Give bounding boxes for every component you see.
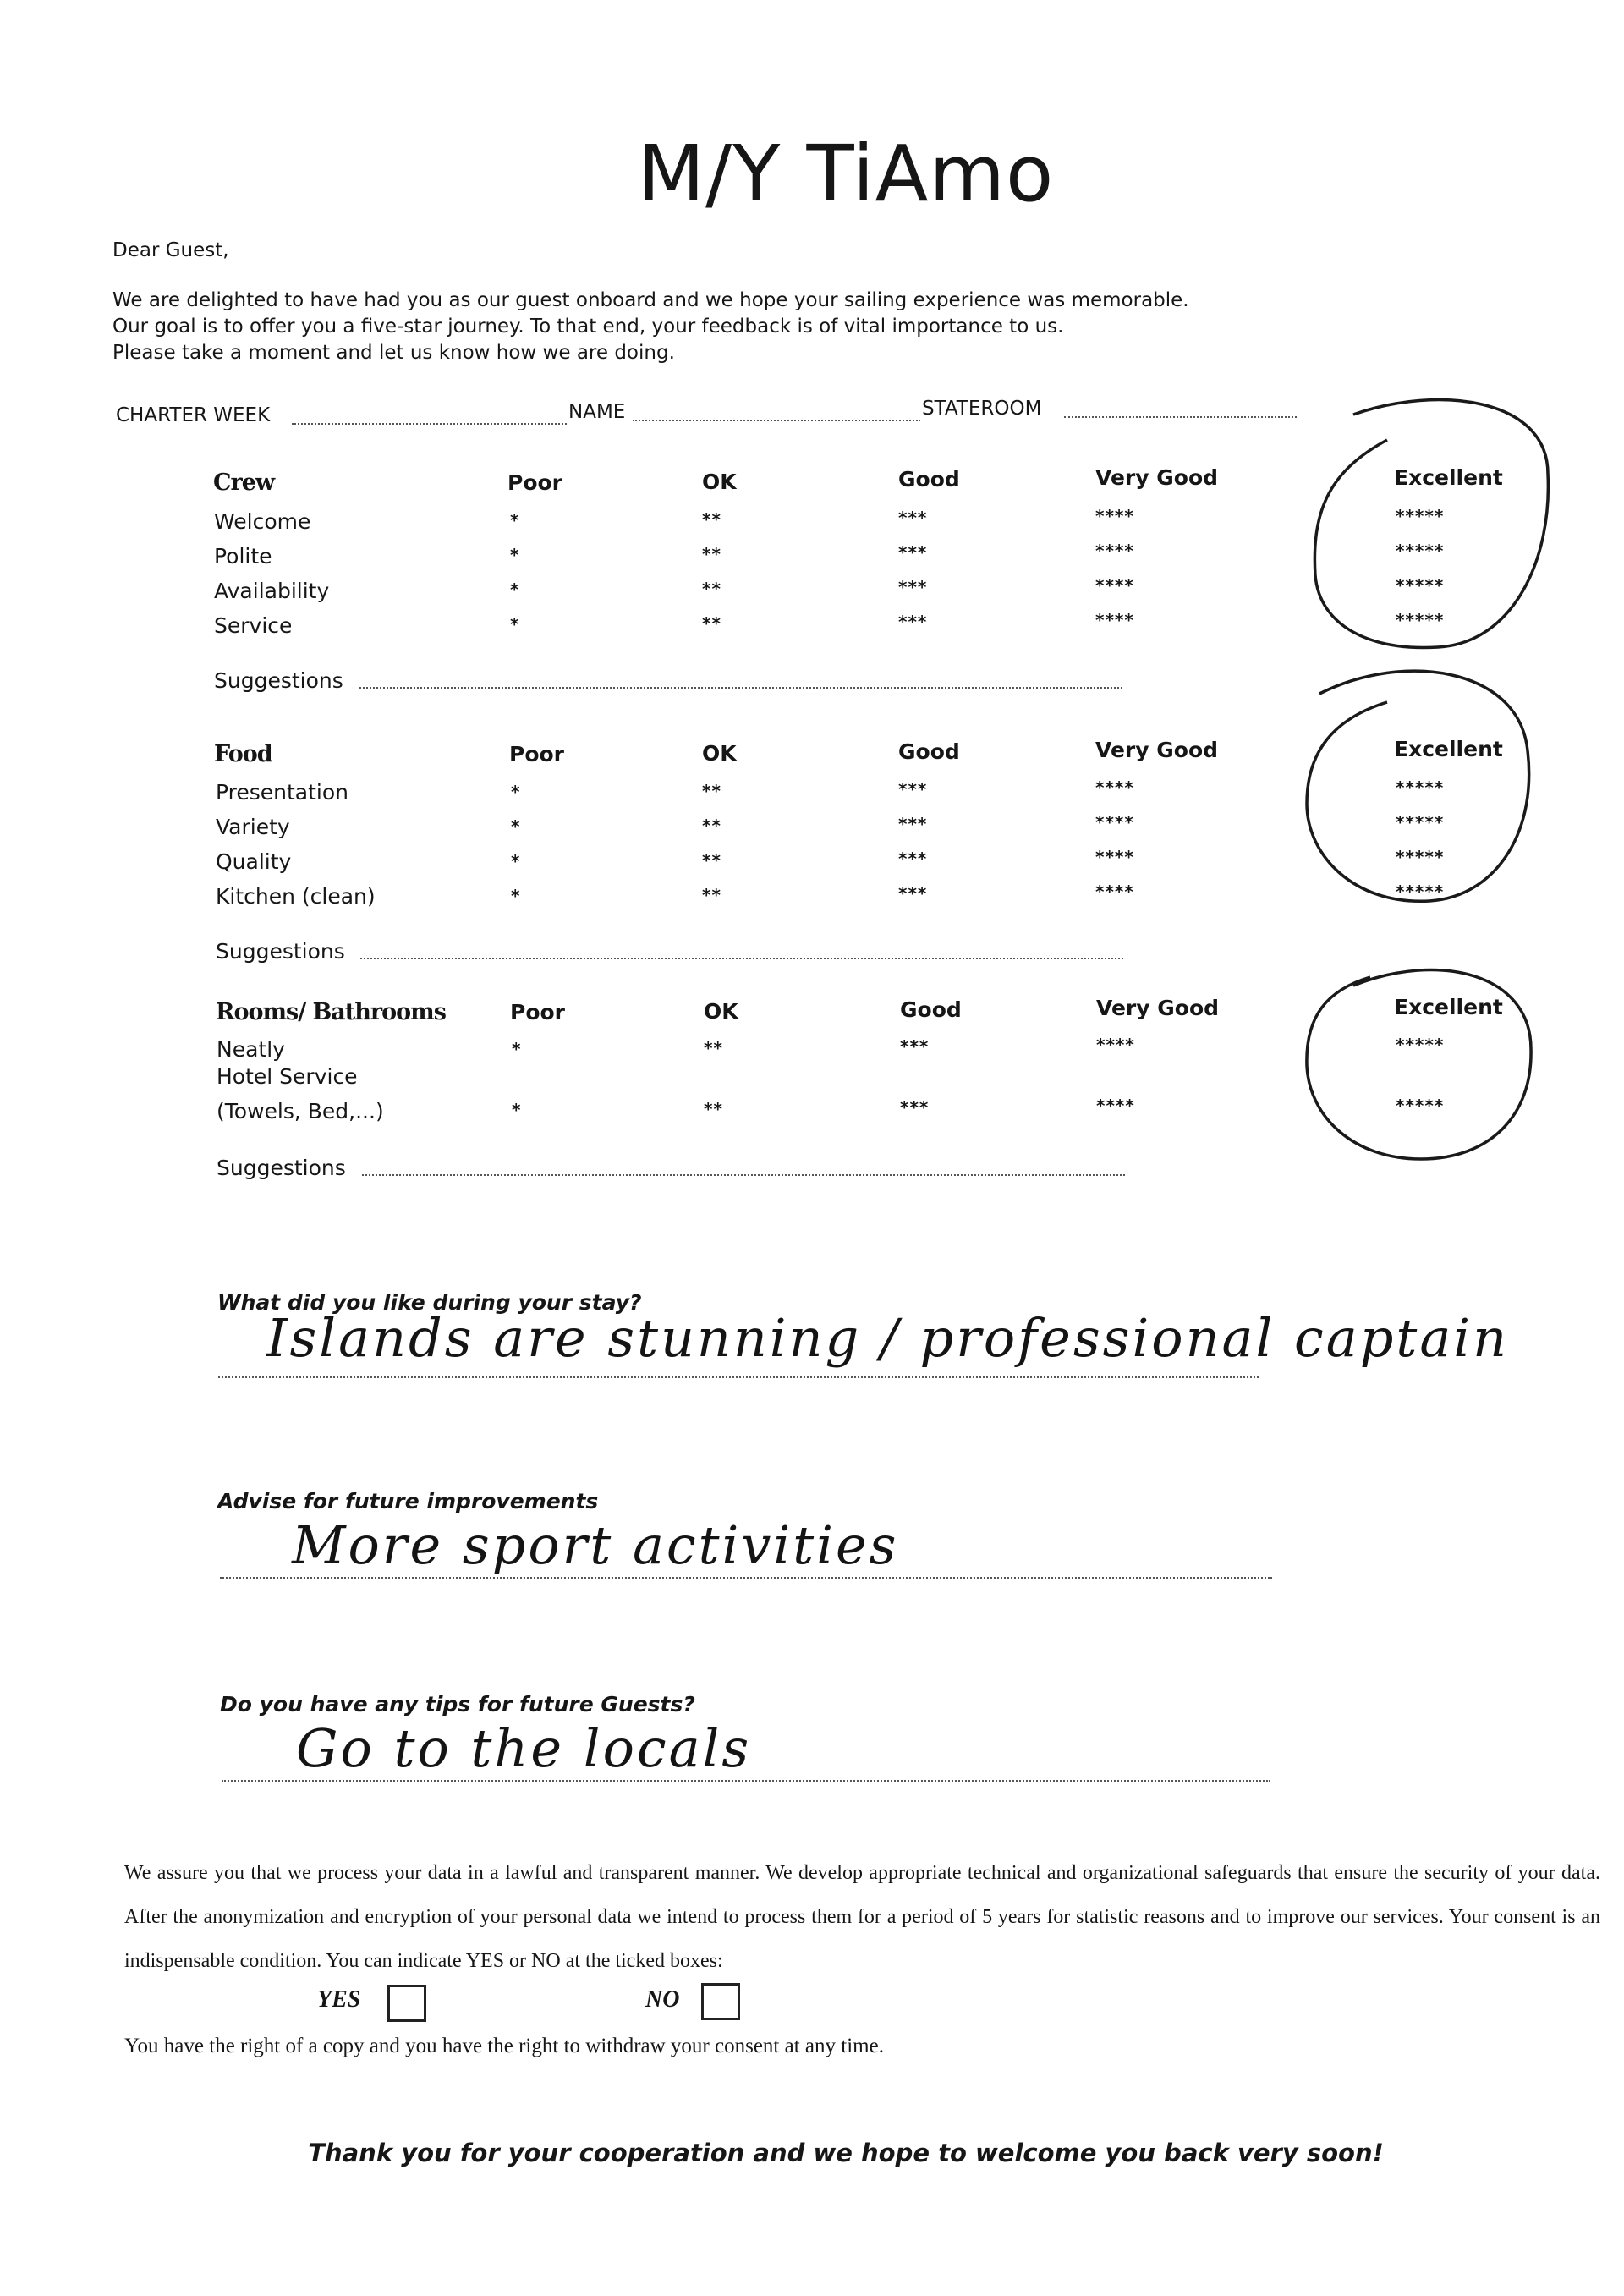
question-tips-label: Do you have any tips for future Guests? bbox=[220, 1692, 695, 1717]
rating-header-excellent: Excellent bbox=[1394, 465, 1503, 490]
consent-text: We assure you that we process your data in a lawful and transparent manner. We develop appropriate technical and organizational safeguards that ensure the security of your data. After the anonymization and encryption of your personal data we intend to process them for a period of 5 years for statistic reasons and to improve our services. Your consent is an indispensable condition. You can indicate YES or NO at the ticked boxes: bbox=[124, 1862, 1600, 1972]
star-option-very-good[interactable]: **** bbox=[1096, 1035, 1135, 1055]
star-option-poor[interactable]: * bbox=[510, 545, 520, 565]
star-option-very-good[interactable]: **** bbox=[1095, 506, 1134, 526]
star-option-good[interactable]: *** bbox=[898, 779, 928, 799]
section-title-crew: Crew bbox=[213, 470, 275, 496]
rating-header-very-good: Very Good bbox=[1095, 738, 1219, 762]
star-option-good[interactable]: *** bbox=[900, 1097, 930, 1118]
name-label: NAME bbox=[568, 401, 626, 423]
rating-header-poor: Poor bbox=[508, 470, 563, 495]
thank-you-text: Thank you for your cooperation and we hope to welcome you back very soon! bbox=[308, 2139, 1384, 2167]
excellent-circle-crew bbox=[1314, 400, 1548, 648]
no-label: NO bbox=[645, 1986, 680, 2013]
star-option-excellent[interactable]: ***** bbox=[1396, 812, 1445, 832]
item-quality: Quality bbox=[216, 849, 292, 874]
star-option-very-good[interactable]: **** bbox=[1096, 1096, 1135, 1116]
intro-line: We are delighted to have had you as our guest onboard and we hope your sailing experience was memorable. bbox=[112, 289, 1189, 311]
star-option-excellent[interactable]: ***** bbox=[1396, 882, 1445, 902]
page-title: M/Y TiAmo bbox=[637, 129, 1055, 219]
star-option-very-good[interactable]: **** bbox=[1095, 541, 1134, 561]
star-option-very-good[interactable]: **** bbox=[1095, 812, 1134, 832]
star-option-poor[interactable]: * bbox=[511, 886, 521, 906]
star-option-good[interactable]: *** bbox=[898, 542, 928, 563]
question-tips-line[interactable] bbox=[222, 1780, 1270, 1782]
rating-header-ok: OK bbox=[704, 999, 738, 1024]
star-option-poor[interactable]: * bbox=[511, 816, 521, 837]
star-option-very-good[interactable]: **** bbox=[1095, 575, 1134, 596]
star-option-excellent[interactable]: ***** bbox=[1396, 541, 1445, 561]
answer-tips: Go to the locals bbox=[296, 1717, 752, 1779]
item-welcome: Welcome bbox=[214, 509, 311, 534]
rating-header-poor: Poor bbox=[510, 1000, 566, 1024]
item-kitchen-clean: Kitchen (clean) bbox=[216, 884, 376, 909]
item-variety: Variety bbox=[216, 815, 290, 839]
no-checkbox[interactable] bbox=[701, 1983, 740, 2020]
excellent-circle-rooms bbox=[1307, 970, 1531, 1159]
section-title-rooms: Rooms/ Bathrooms bbox=[216, 999, 446, 1025]
star-option-ok[interactable]: ** bbox=[704, 1099, 723, 1119]
star-option-very-good[interactable]: **** bbox=[1095, 777, 1134, 798]
star-option-excellent[interactable]: ***** bbox=[1396, 1096, 1445, 1116]
star-option-excellent[interactable]: ***** bbox=[1396, 777, 1445, 798]
rating-header-very-good: Very Good bbox=[1095, 465, 1219, 490]
star-option-ok[interactable]: ** bbox=[704, 1038, 723, 1058]
yes-checkbox[interactable] bbox=[387, 1985, 426, 2022]
star-option-good[interactable]: *** bbox=[898, 577, 928, 597]
star-option-poor[interactable]: * bbox=[510, 510, 520, 530]
rating-header-good: Good bbox=[898, 467, 960, 492]
star-option-poor[interactable]: * bbox=[512, 1039, 522, 1059]
rating-header-excellent: Excellent bbox=[1394, 995, 1503, 1019]
question-improvements-label: Advise for future improvements bbox=[217, 1489, 599, 1513]
star-option-ok[interactable]: ** bbox=[702, 509, 721, 530]
star-option-excellent[interactable]: ***** bbox=[1396, 610, 1445, 630]
star-option-good[interactable]: *** bbox=[898, 814, 928, 834]
answer-liked: Islands are stunning / professional captain bbox=[266, 1307, 1510, 1369]
star-option-poor[interactable]: * bbox=[511, 851, 521, 871]
rating-header-ok: OK bbox=[702, 741, 737, 766]
star-option-ok[interactable]: ** bbox=[702, 579, 721, 599]
item-service: Service bbox=[214, 613, 293, 638]
star-option-poor[interactable]: * bbox=[512, 1100, 522, 1120]
excellent-circle-food bbox=[1307, 671, 1529, 901]
star-option-good[interactable]: *** bbox=[900, 1036, 930, 1057]
rating-header-very-good: Very Good bbox=[1096, 996, 1220, 1020]
star-option-poor[interactable]: * bbox=[511, 782, 521, 802]
star-option-excellent[interactable]: ***** bbox=[1396, 1035, 1445, 1055]
star-option-poor[interactable]: * bbox=[510, 579, 520, 600]
item-hotel-service: Hotel Service bbox=[217, 1064, 358, 1089]
intro-line: Please take a moment and let us know how we are doing. bbox=[112, 342, 675, 364]
greeting: Dear Guest, bbox=[112, 239, 229, 261]
star-option-ok[interactable]: ** bbox=[702, 850, 721, 871]
star-option-ok[interactable]: ** bbox=[702, 781, 721, 801]
yes-label: YES bbox=[317, 1986, 361, 2013]
rating-header-poor: Poor bbox=[509, 742, 565, 766]
star-option-good[interactable]: *** bbox=[898, 849, 928, 869]
star-option-good[interactable]: *** bbox=[898, 508, 928, 528]
star-option-good[interactable]: *** bbox=[898, 883, 928, 904]
star-option-ok[interactable]: ** bbox=[702, 613, 721, 634]
suggestions-label: Suggestions bbox=[217, 1156, 346, 1180]
suggestions-label: Suggestions bbox=[216, 939, 345, 964]
star-option-ok[interactable]: ** bbox=[702, 885, 721, 905]
answer-improvements: More sport activities bbox=[292, 1514, 899, 1576]
rights-text: You have the right of a copy and you have the right to withdraw your consent at any time. bbox=[124, 2035, 884, 2057]
charter-week-label: CHARTER WEEK bbox=[116, 404, 271, 426]
rating-header-good: Good bbox=[898, 739, 960, 764]
star-option-ok[interactable]: ** bbox=[702, 816, 721, 836]
star-option-very-good[interactable]: **** bbox=[1095, 610, 1134, 630]
star-option-ok[interactable]: ** bbox=[702, 544, 721, 564]
star-option-good[interactable]: *** bbox=[898, 612, 928, 632]
rating-header-ok: OK bbox=[702, 470, 737, 494]
section-title-food: Food bbox=[214, 741, 272, 767]
star-option-poor[interactable]: * bbox=[510, 614, 520, 634]
intro-line: Our goal is to offer you a five-star journey. To that end, your feedback is of vital importance to us. bbox=[112, 316, 1064, 338]
item-neatly: Neatly bbox=[217, 1037, 285, 1062]
item-towels-bed: (Towels, Bed,...) bbox=[217, 1099, 384, 1123]
rating-header-excellent: Excellent bbox=[1394, 737, 1503, 761]
star-option-excellent[interactable]: ***** bbox=[1396, 506, 1445, 526]
suggestions-label: Suggestions bbox=[214, 668, 343, 693]
question-liked-line[interactable] bbox=[218, 1376, 1259, 1378]
item-polite: Polite bbox=[214, 544, 272, 569]
star-option-excellent[interactable]: ***** bbox=[1396, 575, 1445, 596]
question-liked-label: What did you like during your stay? bbox=[217, 1290, 642, 1315]
star-option-excellent[interactable]: ***** bbox=[1396, 847, 1445, 867]
star-option-very-good[interactable]: **** bbox=[1095, 847, 1134, 867]
question-improvements-line[interactable] bbox=[220, 1577, 1272, 1579]
star-option-very-good[interactable]: **** bbox=[1095, 882, 1134, 902]
stateroom-label: STATEROOM bbox=[922, 398, 1042, 420]
item-availability: Availability bbox=[214, 579, 330, 603]
item-presentation: Presentation bbox=[216, 780, 349, 805]
rating-header-good: Good bbox=[900, 997, 962, 1022]
